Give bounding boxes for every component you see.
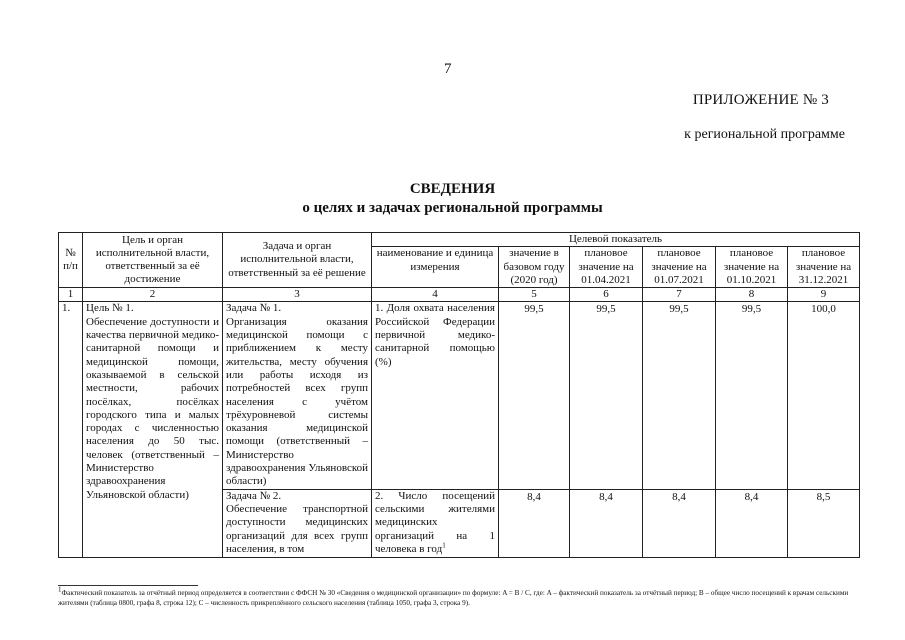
task2-text: Обеспечение транспортной доступности медицинских организаций для всех групп населения, в том [226,502,368,555]
goals-table [58,232,860,558]
header-plan-q3: плановое значение на 01.10.2021 [716,247,788,288]
col-number: 3 [223,288,372,302]
header-plan-q4: плановое значение на 31.12.2021 [788,247,860,288]
appendix-title: ПРИЛОЖЕНИЕ № 3 [692,92,829,108]
col-number: 7 [643,288,716,302]
footnote-mark: 1 [58,585,62,594]
column-number-row [59,288,860,302]
page-number: 7 [444,61,452,77]
task1-cell [223,302,372,489]
col-number: 2 [83,288,223,302]
header-target: Целевой показатель [372,233,860,247]
task2-cell [223,489,372,557]
indicator1-q1: 99,5 [570,302,643,489]
indicator2-q2: 8,4 [643,489,716,557]
footnote-text: Фактический показатель за отчётный период определяется в соответствии с ФФСН № 30 «Сведения о медицинской организации» по формуле: A = B / C, где: A – фактический показатель за отчётный период; B – общее число посещений к врачам сельскими жителями (таблица 0800, графа 8, строка 12); C – численность прикреплённого сельского населения (таблица 1050, графа 3, строка 9). [58,589,849,607]
header-task: Задача и орган исполнительной власти, ответственный за её решение [223,233,372,288]
goal-text: Обеспечение доступности и качества первичной медико-санитарной помощи и медицинской помощи, оказываемой в сельской местности, рабочих посёлках, посёлках городского типа и малых городах с численностью населения до 50 тыс. человек (ответственный – Министерство здравоохранения Ульяновской области) [86,315,219,501]
header-goal: Цель и орган исполнительной власти, ответственный за её достижение [83,233,223,288]
header-base-value: значение в базовом году (2020 год) [499,247,570,288]
col-number: 8 [716,288,788,302]
table-row [59,302,860,489]
indicator2-base: 8,4 [499,489,570,557]
task1-title: Задача № 1. [226,302,282,315]
header-plan-q1: плановое значение на 01.04.2021 [570,247,643,288]
indicator2-q1: 8,4 [570,489,643,557]
col-number: 1 [59,288,83,302]
header-row-1 [59,233,860,247]
indicator2-q3: 8,4 [716,489,788,557]
appendix-subtitle: к региональной программе [684,127,845,142]
indicator2-q4: 8,5 [788,489,860,557]
header-num: № п/п [59,233,83,288]
col-number: 6 [570,288,643,302]
task2-title: Задача № 2. [226,489,282,502]
goal-title: Цель № 1. [86,302,134,315]
header-plan-q2: плановое значение на 01.07.2021 [643,247,716,288]
header-indicator-name: наименование и единица измерения [372,247,499,288]
footnote-ref: 1 [442,541,446,550]
col-number: 4 [372,288,499,302]
heading-line1: СВЕДЕНИЯ [409,181,496,197]
indicator1-q4: 100,0 [788,302,860,489]
indicator1-q3: 99,5 [716,302,788,489]
document-heading [0,180,905,218]
row-num: 1. [59,302,83,557]
task1-text: Организация оказания медицинской помощи с приближением к месту жительства, месту обучения или работы исходя из потребностей всех групп населения с учётом трёхуровневой системы оказания медицинской помощи (ответственный – Министерство здравоохранения Ульяновской области) [226,315,368,488]
goal-cell [83,302,223,557]
footnote-divider [58,585,198,586]
indicator1-q2: 99,5 [643,302,716,489]
col-number: 9 [788,288,860,302]
col-number: 5 [499,288,570,302]
heading-line2: о целях и задачах региональной программы [302,200,603,216]
indicator1-name: 1. Доля охвата населения Российской Федерации первичной медико-санитарной помощью (%) [372,302,499,489]
indicator1-base: 99,5 [499,302,570,489]
footnote [58,585,858,608]
indicator2-cell [372,489,499,557]
indicator2-name: 2. Число посещений сельскими жителями медицинских организаций на 1 человека в год [375,489,495,555]
